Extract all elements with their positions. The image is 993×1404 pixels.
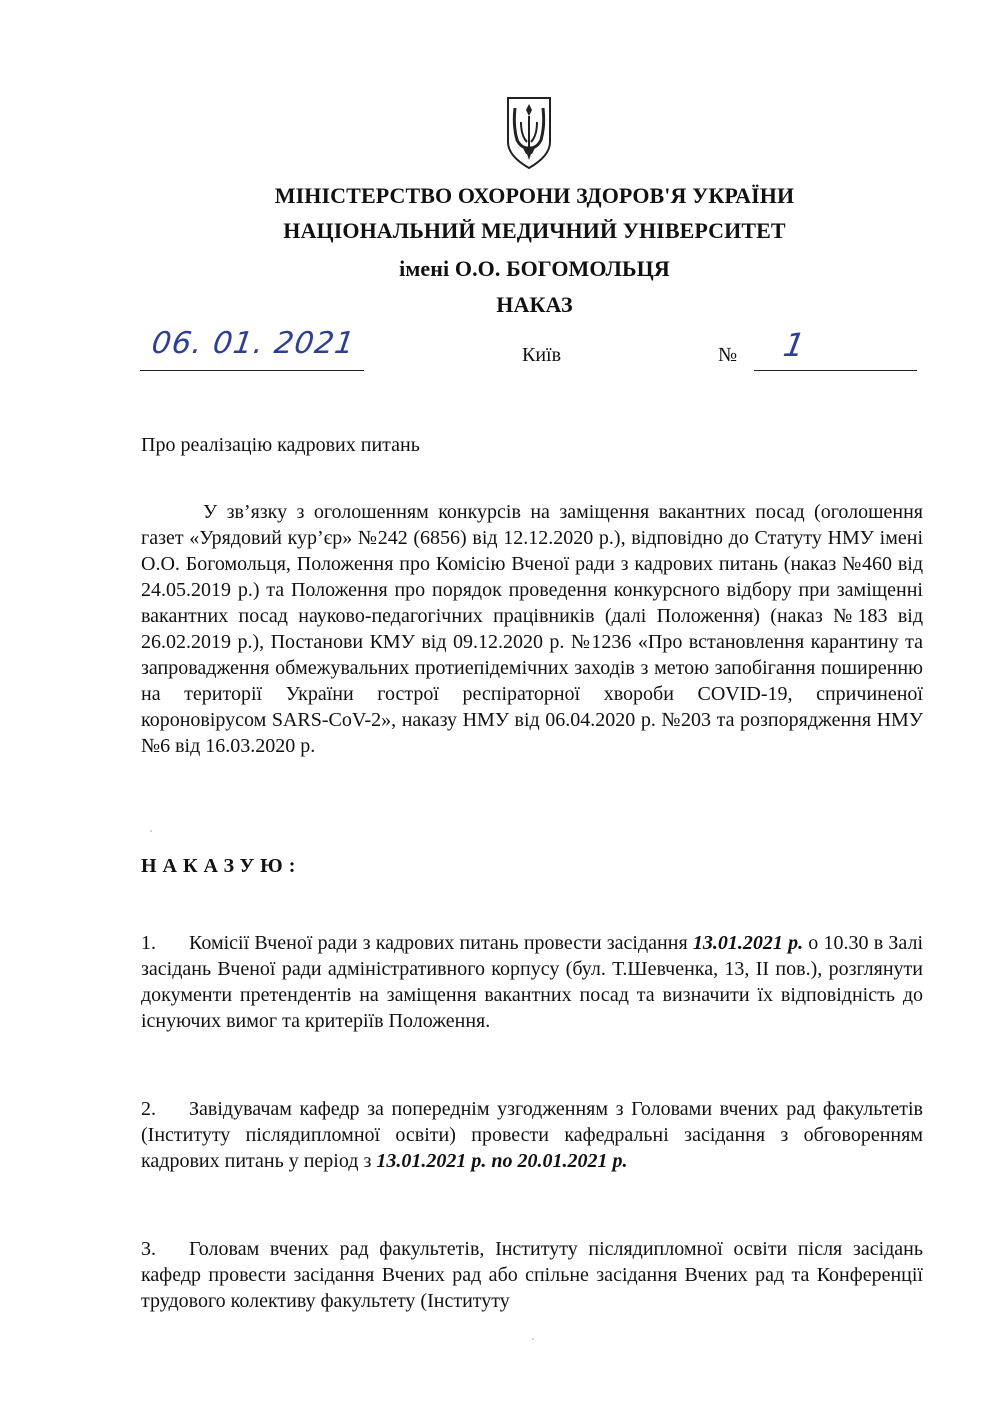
order-item-2 bbox=[141, 1096, 923, 1174]
city-label: Київ bbox=[522, 344, 562, 366]
ministry-title: МІНІСТЕРСТВО ОХОРОНИ ЗДОРОВ'Я УКРАЇНИ bbox=[274, 183, 795, 208]
item-text: Головам вчених рад факультетів, Інституту післядипломної освіти після засідань кафедр провести засідання Вчених рад або спільне засідання Вчених рад та Конференції трудового колективу факультету (Інституту bbox=[141, 1238, 923, 1312]
number-underline bbox=[754, 370, 917, 371]
date-underline bbox=[140, 370, 364, 371]
item-text: Комісії Вченої ради з кадрових питань провести засідання bbox=[189, 932, 693, 954]
handwritten-number: 1 bbox=[780, 326, 808, 364]
university-named-after: імені О.О. БОГОМОЛЬЦЯ bbox=[399, 256, 670, 281]
preamble-paragraph: У зв’язку з оголошенням конкурсів на заміщення вакантних посад (оголошення газет «Урядовий кур’єр» №242 (6856) від 12.12.2020 р.), відповідно до Статуту НМУ імені О.О. Богомольця, Положення про Комісію Вченої ради з кадрових питань (наказ №460 від 24.05.2019 р.) та Положення про порядок проведення конкурсного відбору при заміщенні вакантних посад науково-педагогічних працівників (далі Положення) (наказ №183 від 26.02.2019 р.), Постанови КМУ від 09.12.2020 р. №1236 «Про встановлення карантину та запровадження обмежувальних протиепідемічних заходів з метою запобігання поширенню на території України гострої респіраторної хвороби COVID-19, спричиненої короновірусом SARS-CoV-2», наказу НМУ від 06.04.2020 р. №203 та розпорядження НМУ №6 від 16.03.2020 р. bbox=[141, 501, 923, 757]
scan-speck bbox=[532, 1338, 534, 1340]
order-heading: НАКАЗУЮ: bbox=[141, 855, 302, 877]
item-text: Завідувачам кафедр за попереднім узгодженням з Головами вчених рад факультетів (Інституту післядипломної освіти) провести кафедральні засідання з обговоренням кадрових питань у період з bbox=[141, 1098, 923, 1172]
item-number: 2. bbox=[141, 1098, 156, 1120]
item-number: 1. bbox=[141, 932, 156, 954]
order-item-3 bbox=[141, 1236, 923, 1314]
trident-emblem-icon bbox=[505, 96, 553, 170]
handwritten-date: 06. 01. 2021 bbox=[149, 326, 358, 361]
document-type: НАКАЗ bbox=[496, 292, 573, 317]
university-title: НАЦІОНАЛЬНИЙ МЕДИЧНИЙ УНІВЕРСИТЕТ bbox=[283, 218, 786, 243]
item-text-continued: о 10.30 в Залі засідань Вченої ради адміністративного корпусу (бул. Т.Шевченка, 13, ІІ пов.), розглянути документи претендентів на заміщення вакантних посад та визначити їх відповідність до існуючих вимог та критеріїв Положення. bbox=[141, 932, 923, 1032]
order-subject: Про реалізацію кадрових питань bbox=[141, 434, 420, 456]
number-label: № bbox=[718, 344, 738, 366]
scan-speck bbox=[150, 830, 152, 832]
item-number: 3. bbox=[141, 1238, 156, 1260]
item-date-emphasis: 13.01.2021 р. по 20.01.2021 р. bbox=[376, 1150, 628, 1172]
item-date-emphasis: 13.01.2021 р. bbox=[692, 932, 804, 954]
order-item-1 bbox=[141, 930, 923, 1034]
